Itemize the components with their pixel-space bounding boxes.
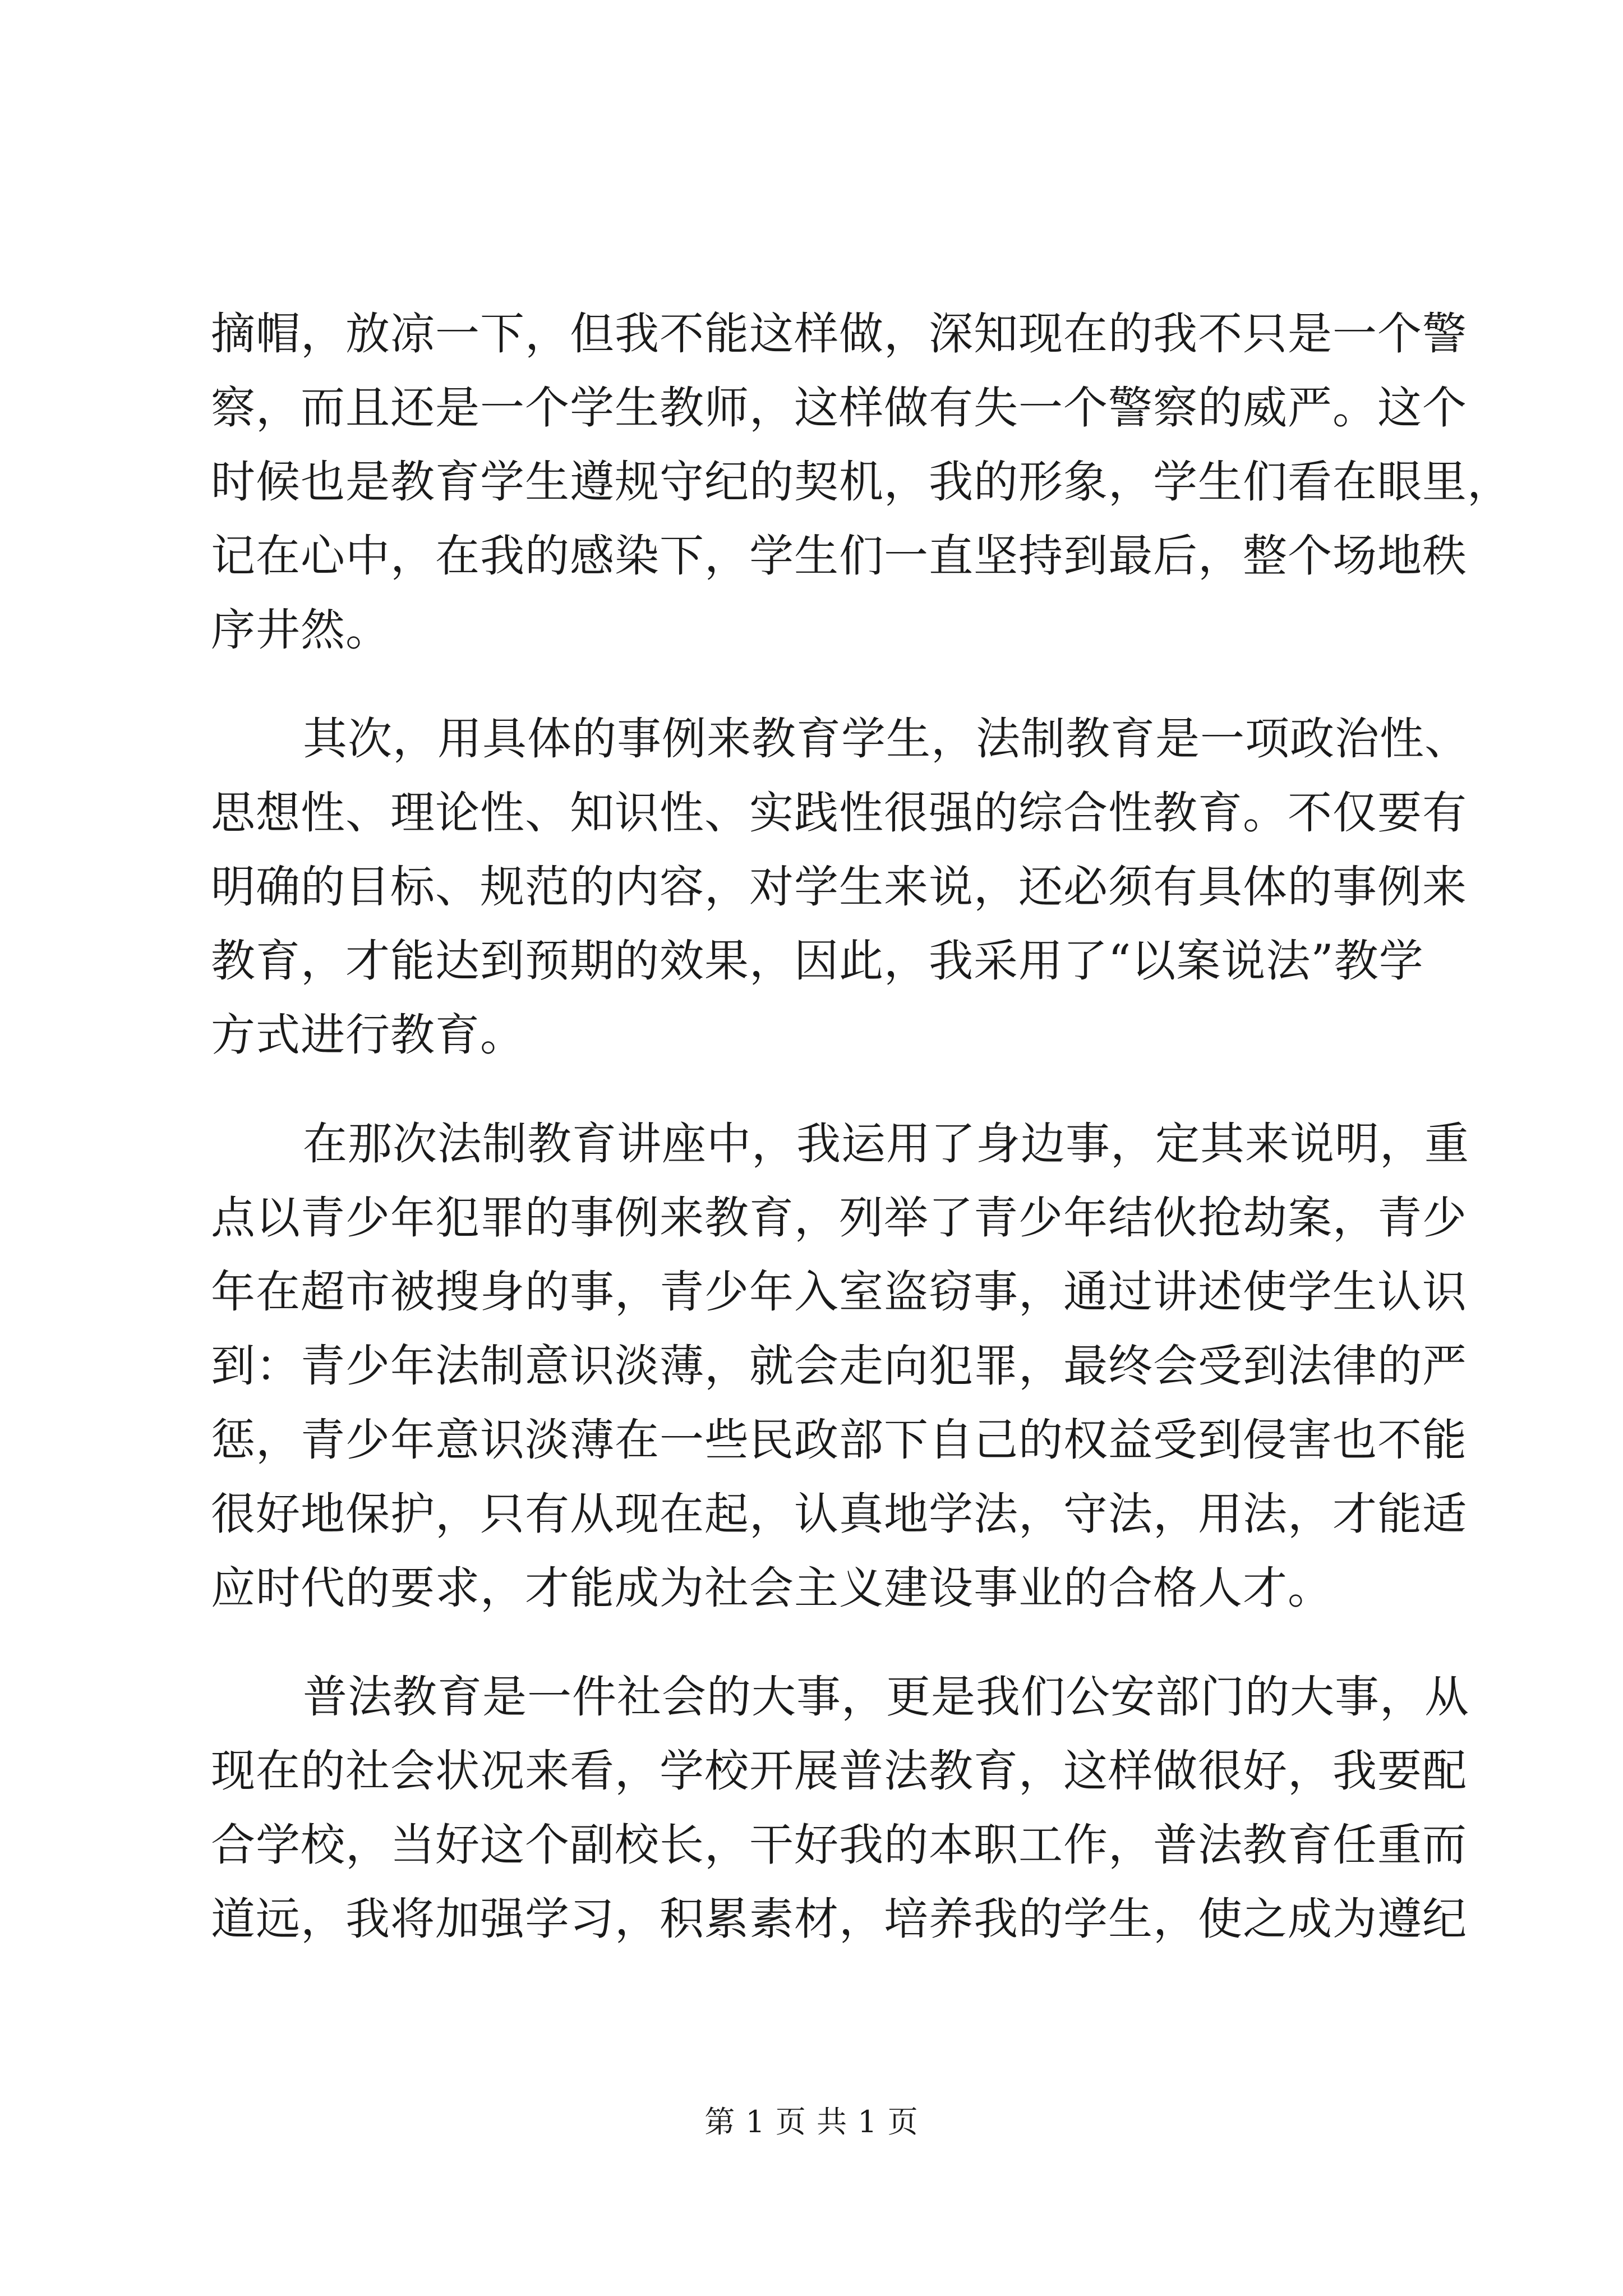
paragraph-1-line-4: 记在心中，在我的感染下，学生们一直坚持到最后，整个场地秩 [211,530,1467,582]
paragraph-1-line-2: 察，而且还是一个学生教师，这样做有失一个警察的威严。这个 [211,382,1467,434]
paragraph-3-line-4: 到：青少年法制意识淡薄，就会走向犯罪，最终会受到法律的严 [211,1340,1467,1392]
paragraph-1-line-5: 序井然。 [211,604,390,656]
paragraph-3-line-2: 点以青少年犯罪的事例来教育，列举了青少年结伙抢劫案，青少 [211,1192,1467,1244]
page-number-footer: 第 1 页 共 1 页 [704,2104,919,2139]
paragraph-2-line-2: 思想性、理论性、知识性、实践性很强的综合性教育。不仅要有 [211,787,1467,839]
paragraph-3-line-7: 应时代的要求，才能成为社会主义建设事业的合格人才。 [211,1562,1332,1614]
paragraph-3-line-5: 惩，青少年意识淡薄在一些民政部下自己的权益受到侵害也不能 [211,1414,1467,1466]
paragraph-2-line-3: 明确的目标、规范的内容，对学生来说，还必须有具体的事例来 [211,861,1467,913]
paragraph-1-line-3: 时候也是教育学生遵规守纪的契机，我的形象，学生们看在眼里， [211,456,1512,508]
paragraph-3-line-6: 很好地保护，只有从现在起，认真地学法，守法，用法，才能适 [211,1488,1467,1540]
paragraph-4-line-4: 道远，我将加强学习，积累素材，培养我的学生，使之成为遵纪 [211,1893,1467,1945]
paragraph-3-line-1: 在那次法制教育讲座中，我运用了身边事，定其来说明，重 [303,1118,1469,1170]
paragraph-4-line-3: 合学校，当好这个副校长，干好我的本职工作，普法教育任重而 [211,1819,1467,1871]
paragraph-4-line-2: 现在的社会状况来看，学校开展普法教育，这样做很好，我要配 [211,1745,1467,1797]
paragraph-1-line-1: 摘帽，放凉一下，但我不能这样做，深知现在的我不只是一个警 [211,308,1467,360]
paragraph-2-line-1: 其次，用具体的事例来教育学生，法制教育是一项政治性、 [303,713,1469,765]
paragraph-2-line-5: 方式进行教育。 [211,1009,525,1061]
paragraph-4-line-1: 普法教育是一件社会的大事，更是我们公安部门的大事，从 [303,1671,1469,1723]
paragraph-3-line-3: 年在超市被搜身的事，青少年入室盗窃事，通过讲述使学生认识 [211,1266,1467,1318]
paragraph-2-line-4: 教育，才能达到预期的效果，因此，我采用了“以案说法”教学 [211,935,1424,987]
